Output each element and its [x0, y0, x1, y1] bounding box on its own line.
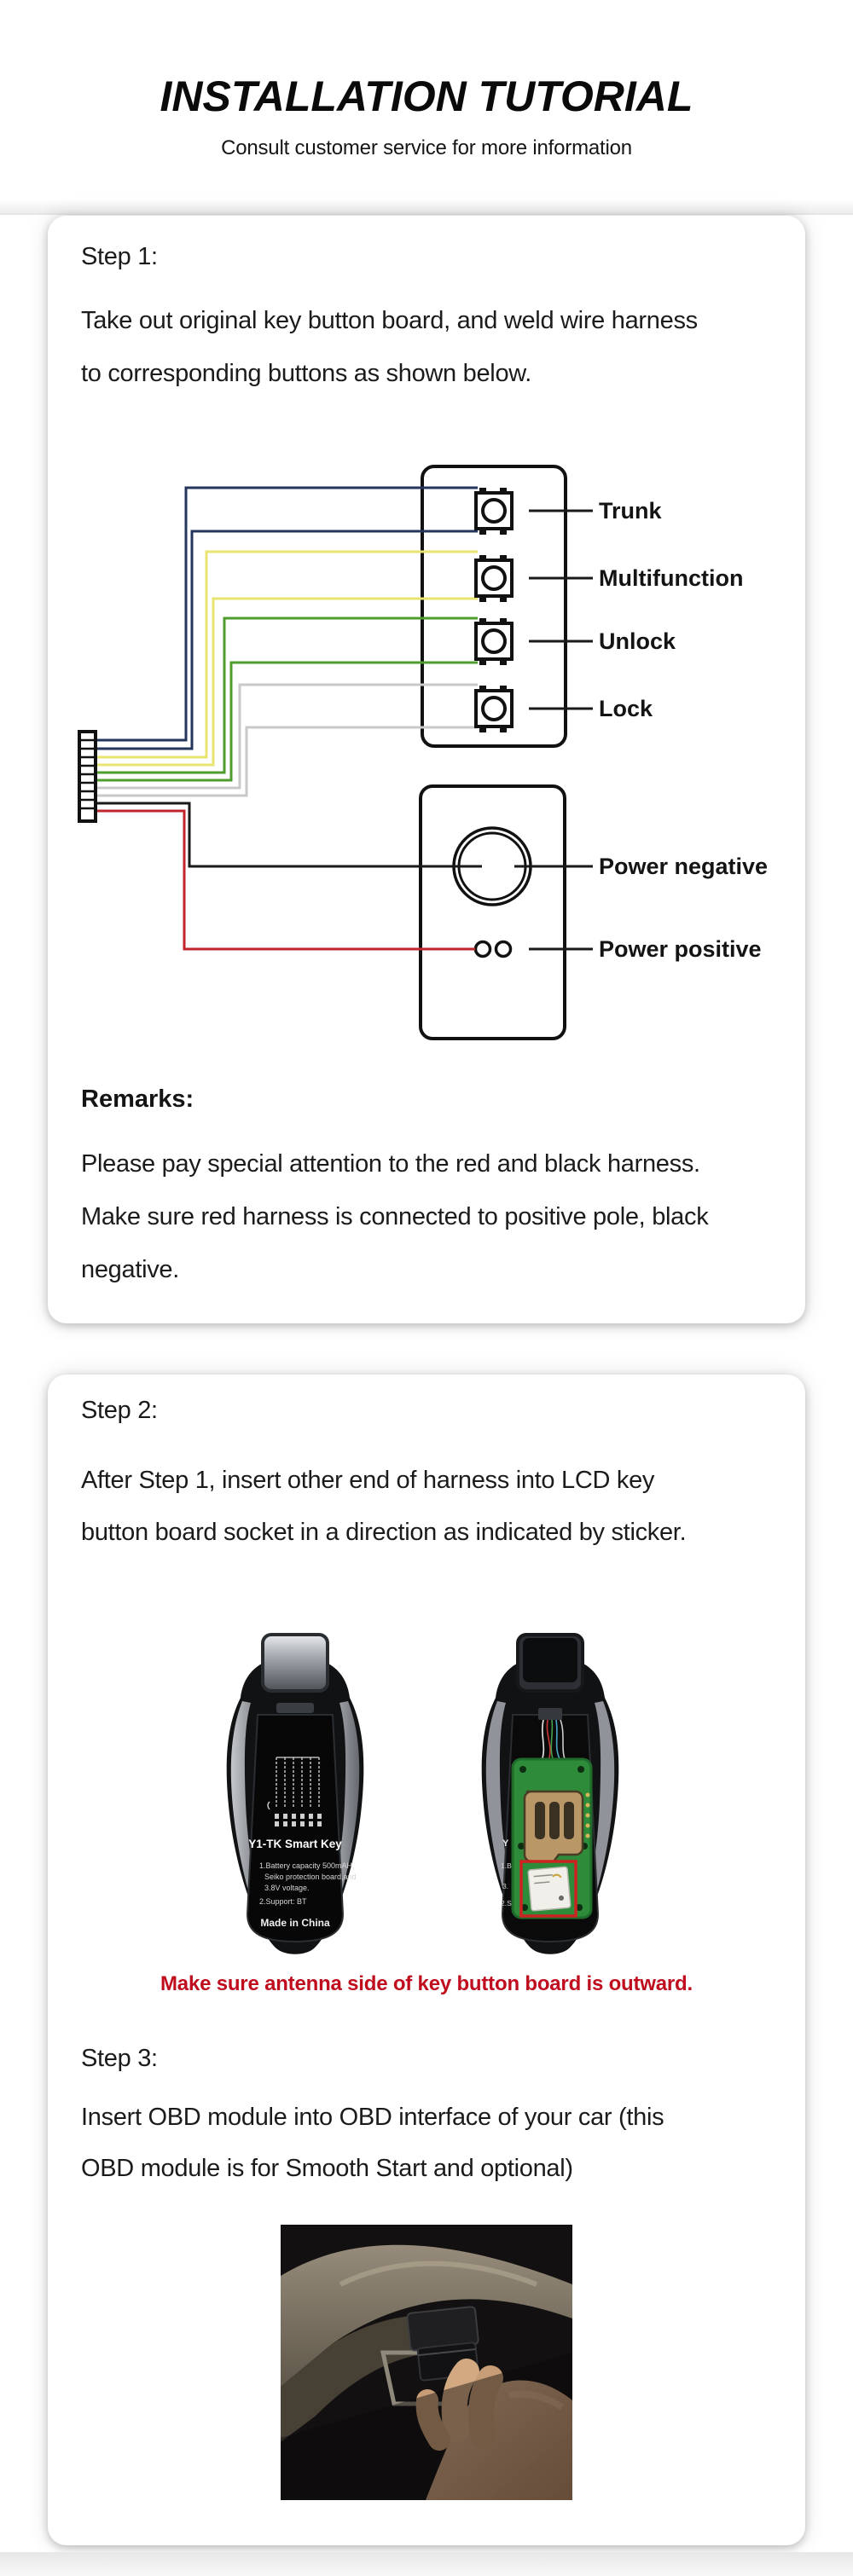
wire-green-2	[96, 663, 478, 780]
label-power-positive: Power positive	[599, 936, 762, 962]
antenna-warning-text: Make sure antenna side of key button board is outward.	[160, 1972, 693, 1995]
fob2-head-glass	[523, 1638, 577, 1682]
fob-support-line: 2.Support: BT	[259, 1897, 307, 1906]
step2-line-1: After Step 1, insert other end of harness into LCD key	[81, 1467, 655, 1494]
remarks-line-1: Please pay special attention to the red and black harness.	[81, 1150, 700, 1178]
fob-origin-text: Made in China	[260, 1917, 330, 1929]
step2-heading: Step 2:	[81, 1397, 158, 1424]
step2-line-2: button board socket in a direction as indicated by sticker.	[81, 1519, 687, 1546]
fob2-print-fragment-3: 3.	[502, 1882, 509, 1890]
key-fob-open-photo	[465, 1633, 635, 1957]
key-fob-back-photo	[210, 1633, 380, 1957]
fob-spec-line-3: 3.8V voltage.	[264, 1884, 310, 1892]
power-board-outline	[421, 786, 565, 1039]
fob-spec-line-2: Seiko protection board,and	[264, 1873, 357, 1881]
step3-line-1: Insert OBD module into OBD interface of your car (this	[81, 2104, 664, 2131]
bottom-fold-band	[0, 2552, 853, 2576]
fob-latch	[276, 1703, 314, 1713]
fob-spec-line-1: 1.Battery capacity 500mAH,	[259, 1861, 355, 1870]
step2-card	[48, 1375, 805, 2545]
unlock-button-icon	[476, 618, 512, 665]
remarks-paragraph	[81, 1137, 708, 1296]
remarks-line-2: Make sure red harness is connected to positive pole, black	[81, 1203, 709, 1230]
fob-model-text: Y1-TK Smart Key	[248, 1838, 342, 1850]
wire-red	[96, 811, 475, 949]
fob2-battery-holder	[525, 1792, 583, 1861]
step1-heading: Step 1:	[81, 243, 158, 270]
wire-navy-2	[96, 531, 478, 749]
lock-button-icon	[476, 686, 512, 732]
fob-battery-cover	[247, 1715, 343, 1942]
step1-line-2: to corresponding buttons as shown below.	[81, 360, 532, 387]
step3-heading: Step 3:	[81, 2045, 158, 2072]
harness-connector-icon	[79, 732, 96, 821]
fob2-print-fragment-1: Y	[502, 1838, 509, 1849]
step1-paragraph	[81, 294, 698, 400]
label-power-negative: Power negative	[599, 854, 769, 879]
label-unlock: Unlock	[599, 628, 676, 654]
wire-gray-2	[96, 727, 478, 796]
label-multifunction: Multifunction	[599, 565, 744, 591]
label-lock: Lock	[599, 696, 653, 721]
step3-paragraph	[81, 2092, 664, 2194]
remarks-heading: Remarks:	[81, 1085, 194, 1113]
multifunction-button-icon	[476, 555, 512, 602]
obd-install-photo	[281, 2225, 572, 2500]
trunk-button-icon	[476, 488, 512, 535]
fob2-print-fragment-4: 2.S	[501, 1899, 512, 1907]
section-divider-shadow	[0, 200, 853, 215]
page-title: INSTALLATION TUTORIAL	[160, 72, 693, 120]
fob2-socket	[538, 1708, 562, 1720]
step1-line-1: Take out original key button board, and weld wire harness	[81, 307, 698, 334]
fob-chrome-head	[263, 1635, 328, 1691]
step3-line-2: OBD module is for Smooth Start and optional)	[81, 2155, 573, 2182]
remarks-line-3: negative.	[81, 1256, 179, 1283]
label-trunk: Trunk	[599, 498, 662, 524]
wiring-diagram	[48, 426, 805, 1057]
wire-navy-1	[96, 488, 478, 740]
fob2-print-fragment-2: 1.B	[501, 1861, 512, 1870]
step1-card	[48, 216, 805, 1323]
step2-paragraph	[81, 1455, 686, 1559]
page-subtitle: Consult customer service for more information	[221, 136, 632, 159]
